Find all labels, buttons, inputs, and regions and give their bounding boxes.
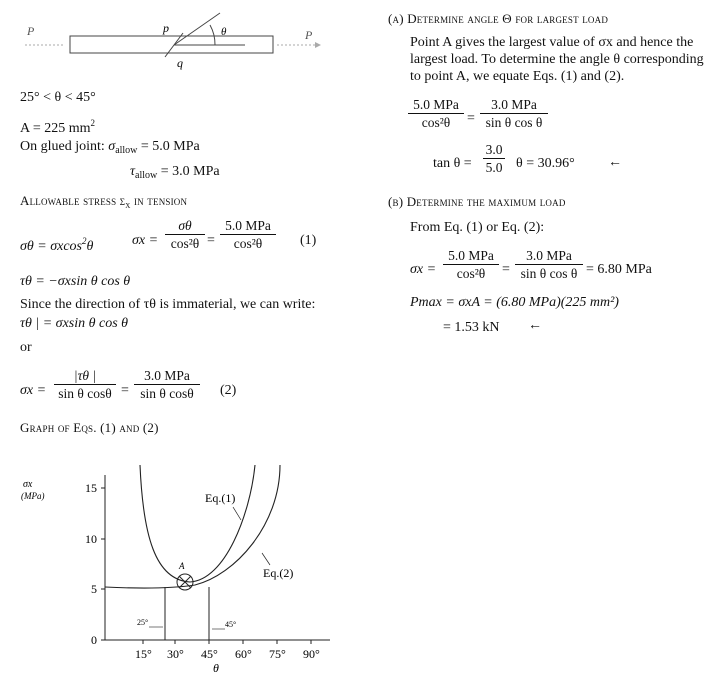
result-arrow-a: ← [608,155,622,170]
p-label: p [163,21,169,35]
eq1-frac2 [220,218,276,251]
eq1-den2: cos²θ [233,236,263,251]
pmax-line: Pmax = σxA = (6.80 MPa)(225 mm²) [410,295,619,310]
eq2-pointer [262,553,270,565]
b-den2: sin θ cos θ [520,266,578,281]
a-frac2 [480,97,548,130]
part-a-heading: (a) Determine angle Θ for largest load [388,11,609,26]
xtick-60: 60° [235,647,252,661]
ann-25: 25° [137,618,149,627]
eq2-sx: σx = [20,383,47,398]
theta-range: 25° < θ < 45° [20,90,96,105]
y-axis-label: σx [23,479,33,490]
tan-num: 3.0 [485,142,503,157]
tan-den: 5.0 [485,160,503,175]
eq2-den2: sin θ cosθ [140,386,194,401]
eq2-frac1 [54,368,116,401]
load-left-label: P [27,24,35,38]
theta-arc [210,25,215,45]
a-den1: cos²θ [421,115,451,130]
eq1-number: (1) [300,233,317,248]
xtick-45: 45° [201,647,218,661]
tan-frac [483,142,505,175]
since-text: Since the direction of τθ is immaterial, we can write: [20,297,316,312]
y-axis-unit: (MPa) [21,491,45,501]
b-result: = 6.80 MPa [586,262,652,277]
eq2-den1: sin θ cosθ [58,386,112,401]
bar-figure [15,5,360,75]
eq1-pointer [233,507,241,520]
ytick-0: 0 [91,633,97,647]
sigma-allow-value: = 5.0 MPa [140,139,200,154]
area-text: A = 225 mm [20,121,91,136]
eq2-equals: = [121,383,129,398]
abs-tau-equation: τθ | = σxsin θ cos θ [20,316,129,331]
part-b-paragraph: From Eq. (1) or Eq. (2): [410,220,545,235]
xtick-30: 30° [167,647,184,661]
y-ticks [101,488,105,640]
eq1-num2: 5.0 MPa [225,218,271,233]
part-a-paragraph: Point A gives the largest value of σx and hence the largest load. To determine the angle θ corresponding to point A, we equate Eqs. (1) and (2). [410,35,704,84]
a-equals: = [467,111,475,126]
b-equals: = [502,262,510,277]
heading-text: Allowable stress σ [20,193,126,208]
tan-result: θ = 30.96° [516,156,575,171]
a-frac1 [408,97,464,130]
sigma-symbol: σ [108,139,116,154]
a-num1: 5.0 MPa [413,97,459,112]
xtick-75: 75° [269,647,286,661]
a-num2: 3.0 MPa [491,97,537,112]
b-num1: 5.0 MPa [448,248,494,263]
part-b-heading: (b) Determine the maximum load [388,194,566,209]
xtick-15: 15° [135,647,152,661]
allowable-stress-heading [20,193,187,214]
eq1-sx: σx = [132,233,159,248]
ytick-15: 15 [85,481,97,495]
b-frac2 [515,248,583,281]
point-a-label: A [179,561,185,571]
tau-allow-line [130,164,220,184]
heading-tail: in tension [130,193,188,208]
result-arrow-b: ← [528,318,542,333]
x-axis-label: θ [213,661,219,675]
load-right-label: P [305,28,313,42]
eq1-lhs [20,233,93,255]
normal-line [174,13,220,45]
eq1-den1: cos²θ [170,236,200,251]
eq1-lhs-text: σθ = σxcos [20,239,83,254]
ytick-5: 5 [91,582,97,596]
eq1-equals: = [207,233,215,248]
xtick-90: 90° [303,647,320,661]
eq1-label: Eq.(1) [205,491,236,505]
glued-label: On glued joint: [20,139,105,154]
eq2-frac2 [134,368,200,401]
q-label: q [177,56,183,70]
right-arrowhead [315,42,321,48]
or-text: or [20,340,32,355]
x-ticks [143,640,311,644]
eq2-number: (2) [220,383,237,398]
eq1-frac1 [165,218,205,251]
graph [15,455,345,676]
graph-heading: Graph of Eqs. (1) and (2) [20,420,159,435]
b-num2: 3.0 MPa [526,248,572,263]
area-exp: 2 [90,118,96,128]
sigma-sub: allow [115,145,138,156]
b-den1: cos²θ [456,266,486,281]
ann-45: 45° [225,620,237,629]
theta-label: θ [221,26,227,38]
pmax-result: = 1.53 kN [443,320,500,335]
tau-sub: allow [135,170,158,181]
eq1-curve [140,465,255,582]
eq2-curve [105,465,280,588]
a-den2: sin θ cos θ [485,115,543,130]
ytick-10: 10 [85,532,97,546]
eq1-lhs-tail: θ [86,239,94,254]
heading-sub: x [125,200,131,211]
b-sx: σx = [410,262,437,277]
tan-lhs: tan θ = [433,156,472,171]
tau-allow-value: = 3.0 MPa [160,164,220,179]
eq1-num1: σθ [178,218,192,233]
tau-symbol: τ [130,164,136,179]
eq1-lhs-exp: 2 [82,236,87,246]
tau-equation: τθ = −σxsin θ cos θ [20,274,131,289]
eq2-label: Eq.(2) [263,566,294,580]
eq2-num1: |τθ | [73,368,97,383]
eq2-num2: 3.0 MPa [144,368,190,383]
b-frac1 [443,248,499,281]
glued-joint-line [20,139,200,159]
area-given [20,115,95,137]
